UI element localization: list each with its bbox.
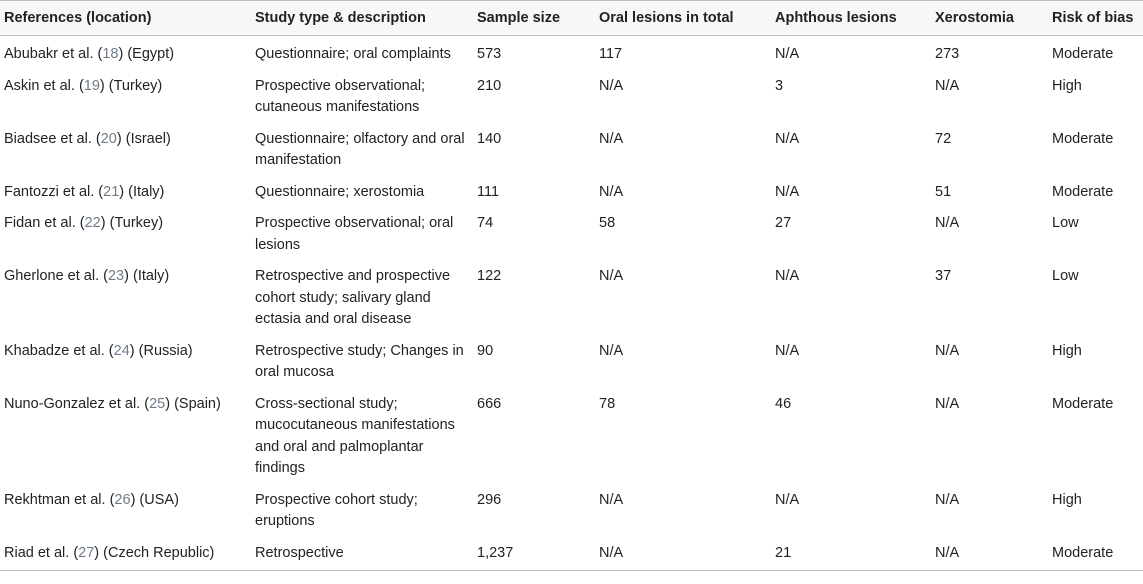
table-row	[0, 333, 1143, 386]
aphthous-lesions-cell: N/A	[775, 342, 800, 359]
study-type-cell: Questionnaire; xerostomia	[255, 183, 425, 200]
risk-of-bias-cell: High	[1052, 77, 1082, 94]
aphthous-lesions-cell: 46	[775, 395, 792, 412]
reference-link[interactable]: 27	[78, 544, 95, 561]
sample-size-cell: 210	[477, 77, 502, 94]
aphthous-lesions-cell: N/A	[775, 491, 800, 508]
table-row	[0, 386, 1143, 482]
sample-size-cell: 74	[477, 215, 494, 231]
header-row	[0, 1, 1143, 36]
study-type-cell: Retrospective study; Changes in oral mucosa	[255, 342, 464, 380]
reference-link[interactable]: 18	[102, 46, 119, 62]
sample-size-cell: 111	[477, 183, 500, 200]
oral-lesions-cell: N/A	[599, 130, 624, 147]
study-type-cell: Cross-sectional study; mucocutaneous manifestations and oral and palmoplantar findings	[255, 395, 455, 476]
reference-cell: Biadsee et al. (20) (Israel)	[4, 130, 171, 147]
risk-of-bias-cell: Low	[1052, 215, 1079, 231]
reference-cell: Abubakr et al. (18) (Egypt)	[4, 46, 175, 62]
reference-link[interactable]: 26	[114, 491, 131, 508]
table-row	[0, 174, 1143, 206]
location-text: (Israel)	[125, 130, 171, 147]
author-name: Khabadze et al.	[4, 342, 105, 359]
location-text: (Russia)	[138, 342, 193, 359]
author-name: Askin et al.	[4, 77, 75, 94]
oral-lesions-cell: N/A	[599, 268, 624, 284]
risk-of-bias-cell: Moderate	[1048, 535, 1143, 571]
oral-lesions-cell: 58	[599, 215, 616, 231]
reference-link[interactable]: 25	[149, 395, 166, 412]
location-text: (Italy)	[128, 183, 165, 200]
table-row	[0, 121, 1143, 174]
aphthous-lesions-cell: 27	[775, 215, 792, 231]
xerostomia-cell: N/A	[935, 491, 960, 508]
sample-size-cell: 122	[477, 268, 502, 284]
study-type-cell: Questionnaire; olfactory and oral manifestation	[255, 130, 465, 168]
author-name: Riad et al.	[4, 544, 70, 561]
location-text: (Czech Republic)	[103, 544, 215, 561]
header-references: References (location)	[0, 1, 251, 36]
reference-cell: Khabadze et al. (24) (Russia)	[4, 342, 193, 359]
oral-lesions-cell: N/A	[599, 342, 624, 359]
xerostomia-cell: N/A	[935, 395, 960, 412]
xerostomia-cell: 273	[935, 46, 960, 62]
sample-size-cell: 573	[477, 46, 502, 62]
author-name: Rekhtman et al.	[4, 491, 106, 508]
risk-of-bias-cell: High	[1052, 342, 1082, 359]
table-row	[0, 482, 1143, 535]
reference-link[interactable]: 22	[84, 215, 101, 231]
reference-link[interactable]: 20	[100, 130, 117, 147]
study-type-cell: Prospective cohort study; eruptions	[255, 491, 418, 529]
header-xerostomia: Xerostomia	[931, 1, 1048, 36]
xerostomia-cell: 37	[935, 268, 952, 284]
oral-lesions-cell: 117	[599, 46, 623, 62]
author-name: Fantozzi et al.	[4, 183, 95, 200]
location-text: (Turkey)	[108, 77, 163, 94]
sample-size-cell: 666	[477, 395, 502, 412]
risk-of-bias-cell: Moderate	[1052, 183, 1114, 200]
reference-link[interactable]: 23	[107, 268, 125, 284]
reference-cell: Gherlone et al. (23) (Italy)	[4, 268, 170, 284]
author-name: Fidan et al.	[4, 215, 76, 231]
oral-lesions-cell: 78	[599, 395, 616, 412]
reference-cell: Askin et al. (19) (Turkey)	[4, 77, 163, 94]
location-text: (USA)	[139, 491, 179, 508]
table-row	[0, 36, 1143, 68]
sample-size-cell: 90	[477, 342, 494, 359]
xerostomia-cell: N/A	[931, 535, 1048, 571]
reference-link[interactable]: 19	[83, 77, 100, 94]
aphthous-lesions-cell: N/A	[775, 46, 800, 62]
aphthous-lesions-cell: 21	[771, 535, 931, 571]
reference-cell: Nuno-Gonzalez et al. (25) (Spain)	[4, 395, 221, 412]
author-name: Biadsee et al.	[4, 130, 92, 147]
risk-of-bias-cell: High	[1052, 491, 1082, 508]
author-name: Abubakr et al.	[4, 46, 94, 62]
reference-cell: Rekhtman et al. (26) (USA)	[4, 491, 179, 508]
reference-link[interactable]: 21	[103, 183, 120, 200]
header-sample-size: Sample size	[473, 1, 595, 36]
header-aphthous-lesions: Aphthous lesions	[771, 1, 931, 36]
oral-lesions-cell: N/A	[595, 535, 771, 571]
risk-of-bias-cell: Moderate	[1052, 130, 1114, 147]
xerostomia-cell: N/A	[935, 77, 960, 94]
oral-lesions-cell: N/A	[599, 491, 624, 508]
study-type-cell: Retrospective and prospective cohort study; salivary gland ectasia and oral disease	[255, 268, 451, 327]
location-text: (Egypt)	[127, 46, 175, 62]
xerostomia-cell: 72	[935, 130, 952, 147]
risk-of-bias-cell: Moderate	[1052, 395, 1114, 412]
table-row	[0, 535, 1143, 571]
header-risk-of-bias: Risk of bias	[1048, 1, 1143, 36]
author-name: Gherlone et al.	[4, 268, 100, 284]
aphthous-lesions-cell: N/A	[775, 268, 800, 284]
location-text: (Turkey)	[109, 215, 164, 231]
header-oral-lesions: Oral lesions in total	[595, 1, 771, 36]
reference-cell: Fidan et al. (22) (Turkey)	[4, 215, 164, 231]
oral-lesions-cell: N/A	[599, 183, 624, 200]
xerostomia-cell: N/A	[935, 215, 960, 231]
study-type-cell: Prospective observational; oral lesions	[255, 215, 454, 253]
study-type-cell: Retrospective	[251, 535, 473, 571]
reference-cell: Riad et al. (27) (Czech Republic)	[0, 535, 251, 571]
table-row	[0, 258, 1143, 333]
location-text: (Spain)	[174, 395, 221, 412]
study-type-cell: Questionnaire; oral complaints	[255, 46, 451, 62]
xerostomia-cell: N/A	[935, 342, 960, 359]
table-row	[0, 68, 1143, 121]
risk-of-bias-cell: Low	[1052, 268, 1079, 284]
reference-cell: Fantozzi et al. (21) (Italy)	[4, 183, 165, 200]
header-study-type: Study type & description	[251, 1, 473, 36]
sample-size-cell: 140	[477, 130, 502, 147]
oral-lesions-cell: N/A	[599, 77, 624, 94]
table-row	[0, 205, 1143, 258]
aphthous-lesions-cell: N/A	[775, 130, 800, 147]
sample-size-cell: 1,237	[473, 535, 595, 571]
location-text: (Italy)	[132, 268, 170, 284]
sample-size-cell: 296	[477, 491, 502, 508]
xerostomia-cell: 51	[935, 183, 952, 200]
study-type-cell: Prospective observational; cutaneous manifestations	[255, 77, 426, 115]
aphthous-lesions-cell: N/A	[775, 183, 800, 200]
author-name: Nuno-Gonzalez et al.	[4, 395, 141, 412]
aphthous-lesions-cell: 3	[775, 77, 784, 94]
reference-link[interactable]: 24	[113, 342, 130, 359]
risk-of-bias-cell: Moderate	[1052, 46, 1114, 62]
